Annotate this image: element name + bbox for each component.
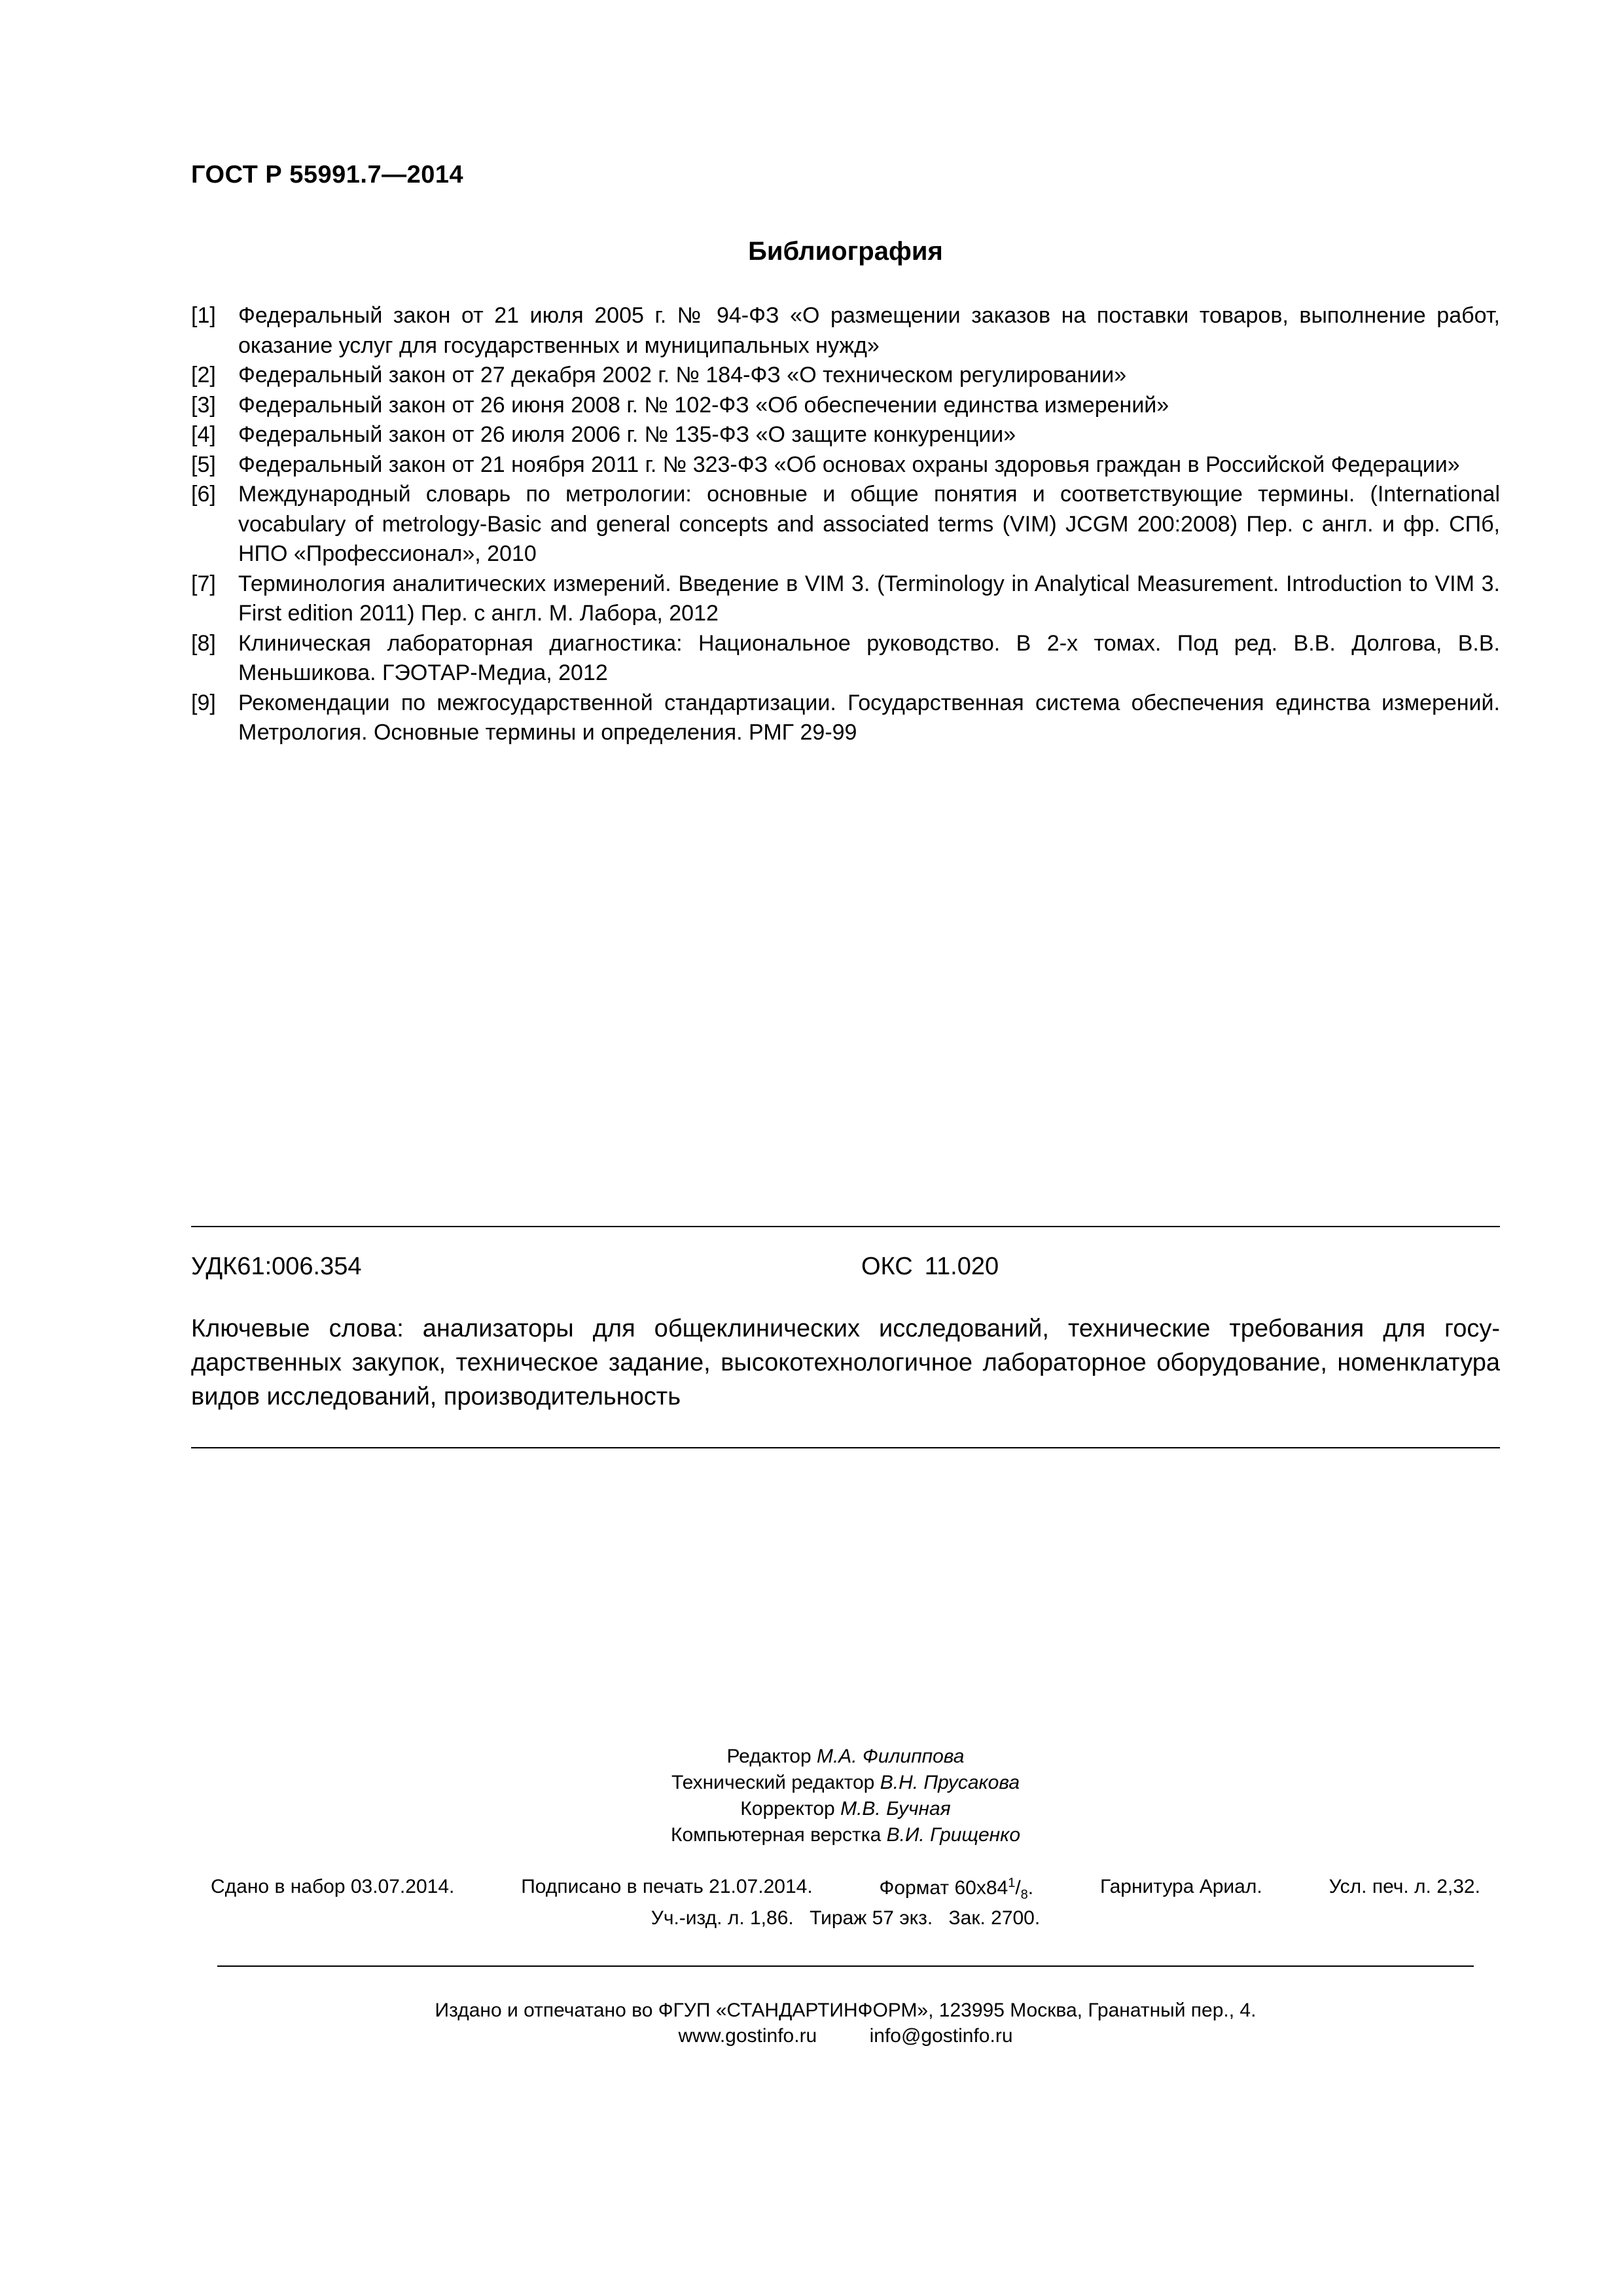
imprint-format-prefix: Формат 60x84 bbox=[879, 1877, 1008, 1899]
imprint-typeface: Гарнитура Ариал. bbox=[1100, 1876, 1262, 1897]
credit-line bbox=[191, 1796, 1500, 1822]
bibliography-item bbox=[191, 689, 1500, 748]
publisher-contacts bbox=[191, 2025, 1500, 2047]
bibliography-item bbox=[191, 629, 1500, 689]
document-code: ГОСТ Р 55991.7—2014 bbox=[191, 161, 464, 188]
publisher-email[interactable]: info@gostinfo.ru bbox=[869, 2025, 1013, 2047]
bibliography-item bbox=[191, 361, 1500, 391]
bibliography-item-number: [9] bbox=[191, 690, 216, 715]
bibliography-item-number: [3] bbox=[191, 392, 216, 418]
imprint-line bbox=[191, 1876, 1500, 1903]
bibliography-item-number: [1] bbox=[191, 303, 216, 328]
bibliography-item bbox=[191, 450, 1500, 480]
imprint-line-2 bbox=[191, 1907, 1500, 1929]
bibliography-item-text: Федеральный закон от 26 июля 2006 г. № 135-ФЗ «О защите конкуренции» bbox=[238, 422, 1016, 447]
bibliography-item-number: [5] bbox=[191, 452, 216, 477]
imprint-format-sup: 1 bbox=[1008, 1876, 1016, 1890]
credit-line bbox=[191, 1744, 1500, 1770]
udk-code: УДК61:006.354 bbox=[191, 1253, 362, 1280]
imprint-signed: Подписано в печать 21.07.2014. bbox=[521, 1876, 813, 1897]
imprint-format-sub: 8 bbox=[1020, 1888, 1028, 1902]
divider-bottom bbox=[217, 1965, 1474, 1967]
imprint-submitted: Сдано в набор 03.07.2014. bbox=[211, 1876, 455, 1897]
publisher-website[interactable]: www.gostinfo.ru bbox=[678, 2025, 817, 2047]
bibliography-item-number: [7] bbox=[191, 571, 216, 596]
credit-name: М.В. Бучная bbox=[840, 1798, 951, 1820]
credit-role: Корректор bbox=[740, 1798, 835, 1820]
bibliography-list bbox=[191, 301, 1500, 748]
bibliography-item-text: Федеральный закон от 21 июля 2005 г. № 94-ФЗ «О размещении заказов на поставки товаров, выполнение работ, оказание услуг для государственных и муниципальных нужд» bbox=[238, 303, 1500, 358]
bibliography-item bbox=[191, 301, 1500, 361]
divider-middle bbox=[191, 1447, 1500, 1448]
divider-top bbox=[191, 1226, 1500, 1227]
credit-role: Редактор bbox=[726, 1746, 812, 1767]
bibliography-title: Библиография bbox=[748, 237, 943, 266]
credit-role: Технический редактор bbox=[671, 1772, 875, 1793]
credit-name: В.И. Грищенко bbox=[886, 1824, 1021, 1846]
bibliography-item bbox=[191, 391, 1500, 421]
bibliography-item-text: Федеральный закон от 27 декабря 2002 г. № 184-ФЗ «О техническом регулировании» bbox=[238, 363, 1127, 387]
credit-name: В.Н. Прусакова bbox=[880, 1772, 1020, 1793]
imprint-format-suffix: . bbox=[1027, 1877, 1034, 1899]
bibliography-item-text: Рекомендации по межгосударственной стандартизации. Государственная система обеспечения единства измерений. Метрология. Основные термины и определения. РМГ 29-99 bbox=[238, 690, 1500, 745]
imprint-circulation: Тираж 57 экз. bbox=[810, 1907, 933, 1929]
oks-code bbox=[861, 1253, 999, 1281]
imprint-order: Зак. 2700. bbox=[948, 1907, 1041, 1929]
imprint-format: Формат $60x84^1/_8$. bbox=[879, 1876, 1034, 1902]
bibliography-item-text: Федеральный закон от 26 июня 2008 г. № 102-ФЗ «Об обеспечении единства измерений» bbox=[238, 392, 1169, 418]
imprint-print-sheets: Усл. печ. л. 2,32. bbox=[1329, 1876, 1480, 1897]
keywords-paragraph: Ключевые слова: анализаторы для общеклинических исследований, технические требования для государственных закупок, техническое задание, высокотехнологичное лабораторное оборудование, номенклатура видов исследований, производительность bbox=[191, 1315, 1500, 1410]
oks-value: 11.020 bbox=[924, 1253, 999, 1280]
bibliography-item-text: Международный словарь по метрологии: основные и общие понятия и соответствующие термины. (International vocabulary of metrology-Basic and general concepts and associated terms (VIM) JCGM 200:2008) Пер. с англ. и фр. СПб, НПО «Профессионал», 2010 bbox=[238, 482, 1500, 566]
bibliography-item bbox=[191, 420, 1500, 450]
credit-role: Компьютерная верстка bbox=[670, 1824, 882, 1846]
credit-name: М.А. Филиппова bbox=[816, 1746, 965, 1767]
publisher-info: Издано и отпечатано во ФГУП «СТАНДАРТИНФОРМ», 123995 Москва, Гранатный пер., 4. bbox=[435, 2000, 1257, 2021]
oks-label: ОКС bbox=[861, 1253, 913, 1280]
bibliography-item-text: Клиническая лабораторная диагностика: Национальное руководство. В 2-х томах. Под ред. В.В. Долгова, В.В. Меньшикова. ГЭОТАР-Медиа, 2012 bbox=[238, 630, 1500, 685]
bibliography-item-number: [6] bbox=[191, 482, 216, 507]
credits-block bbox=[191, 1744, 1500, 1848]
bibliography-item-text: Федеральный закон от 21 ноября 2011 г. № 323-ФЗ «Об основах охраны здоровья граждан в Российской Федерации» bbox=[238, 452, 1460, 477]
bibliography-item-number: [4] bbox=[191, 422, 216, 447]
bibliography-item-number: [8] bbox=[191, 630, 216, 656]
bibliography-item bbox=[191, 480, 1500, 569]
credit-line bbox=[191, 1822, 1500, 1848]
imprint-publ-sheets: Уч.-изд. л. 1,86. bbox=[651, 1907, 794, 1929]
bibliography-item-number: [2] bbox=[191, 363, 216, 387]
bibliography-item bbox=[191, 569, 1500, 629]
bibliography-item-text: Терминология аналитических измерений. Введение в VIM 3. (Terminology in Analytical Measurement. Introduction to VIM 3. First edition 2011) Пер. с англ. М. Лабора, 2012 bbox=[238, 571, 1500, 626]
credit-line bbox=[191, 1770, 1500, 1796]
